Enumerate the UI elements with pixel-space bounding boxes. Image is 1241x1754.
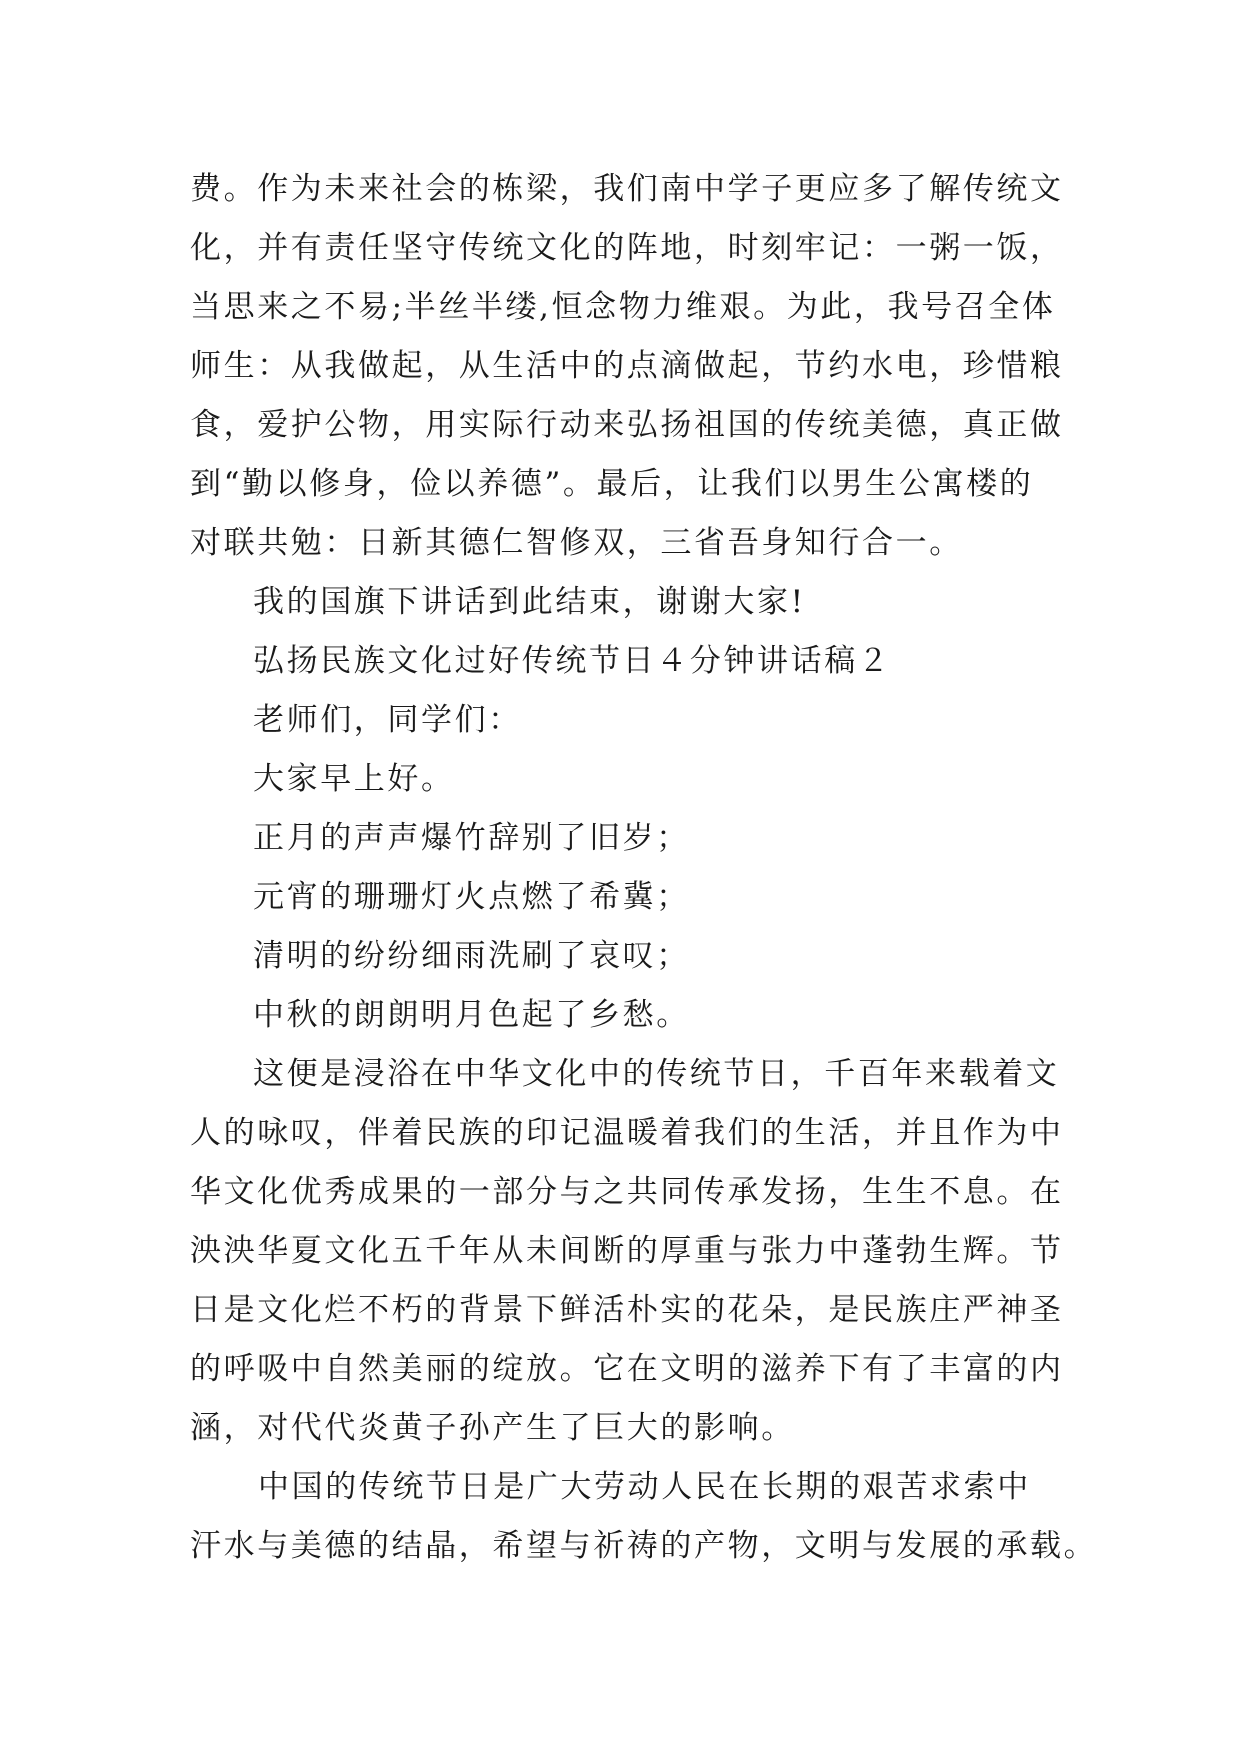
text-line: 师生：从我做起，从生活中的点滴做起，节约水电，珍惜粮 [190,348,1064,384]
greeting: 大家早上好。 [253,761,455,797]
text-line: 对联共勉：日新其德仁智修双，三省吾身知行合一。 [190,525,963,561]
text-line: 华文化优秀成果的一部分与之共同传承发扬，生生不息。在 [190,1174,1064,1210]
poem-line: 中秋的朗朗明月色起了乡愁。 [253,997,690,1033]
text-line: 当思来之不易;半丝半缕,恒念物力维艰。为此，我号召全体 [190,289,1056,325]
document-body [190,160,1098,1576]
section-title: 弘扬民族文化过好传统节日４分钟讲话稿２ [253,643,892,679]
text-line: 人的咏叹，伴着民族的印记温暖着我们的生活，并且作为中 [190,1115,1064,1151]
text-line: 涵，对代代炎黄子孙产生了巨大的影响。 [190,1410,795,1446]
text-line: 泱泱华夏文化五千年从未间断的厚重与张力中蓬勃生辉。节 [190,1233,1064,1269]
text-line: 日是文化烂不朽的背景下鲜活朴实的花朵，是民族庄严神圣 [190,1292,1064,1328]
text-line: 食，爱护公物，用实际行动来弘扬祖国的传统美德，真正做 [190,407,1064,443]
text-line: 这便是浸浴在中华文化中的传统节日，千百年来载着文 [253,1056,1060,1092]
salutation: 老师们，同学们： [253,702,522,738]
text-line: 的呼吸中自然美丽的绽放。它在文明的滋养下有了丰富的内 [190,1351,1064,1387]
poem-line: 正月的声声爆竹辞别了旧岁； [253,820,690,856]
text-line: 到“勤以修身，俭以养德”。最后，让我们以男生公寓楼的 [190,466,1034,502]
text-line: 费。作为未来社会的栋梁，我们南中学子更应多了解传统文 [190,171,1064,207]
text-line: 中国的传统节日是广大劳动人民在长期的艰苦求索中 [258,1469,1031,1505]
text-line: 化，并有责任坚守传统文化的阵地，时刻牢记：一粥一饭， [190,230,1064,266]
text-line-closing: 我的国旗下讲话到此结束，谢谢大家! [253,584,806,620]
poem-line: 清明的纷纷细雨洗刷了哀叹； [253,938,690,974]
text-line: 汗水与美德的结晶，希望与祈祷的产物，文明与发展的承载。 [190,1528,1098,1564]
poem-line: 元宵的珊珊灯火点燃了希冀； [253,879,690,915]
